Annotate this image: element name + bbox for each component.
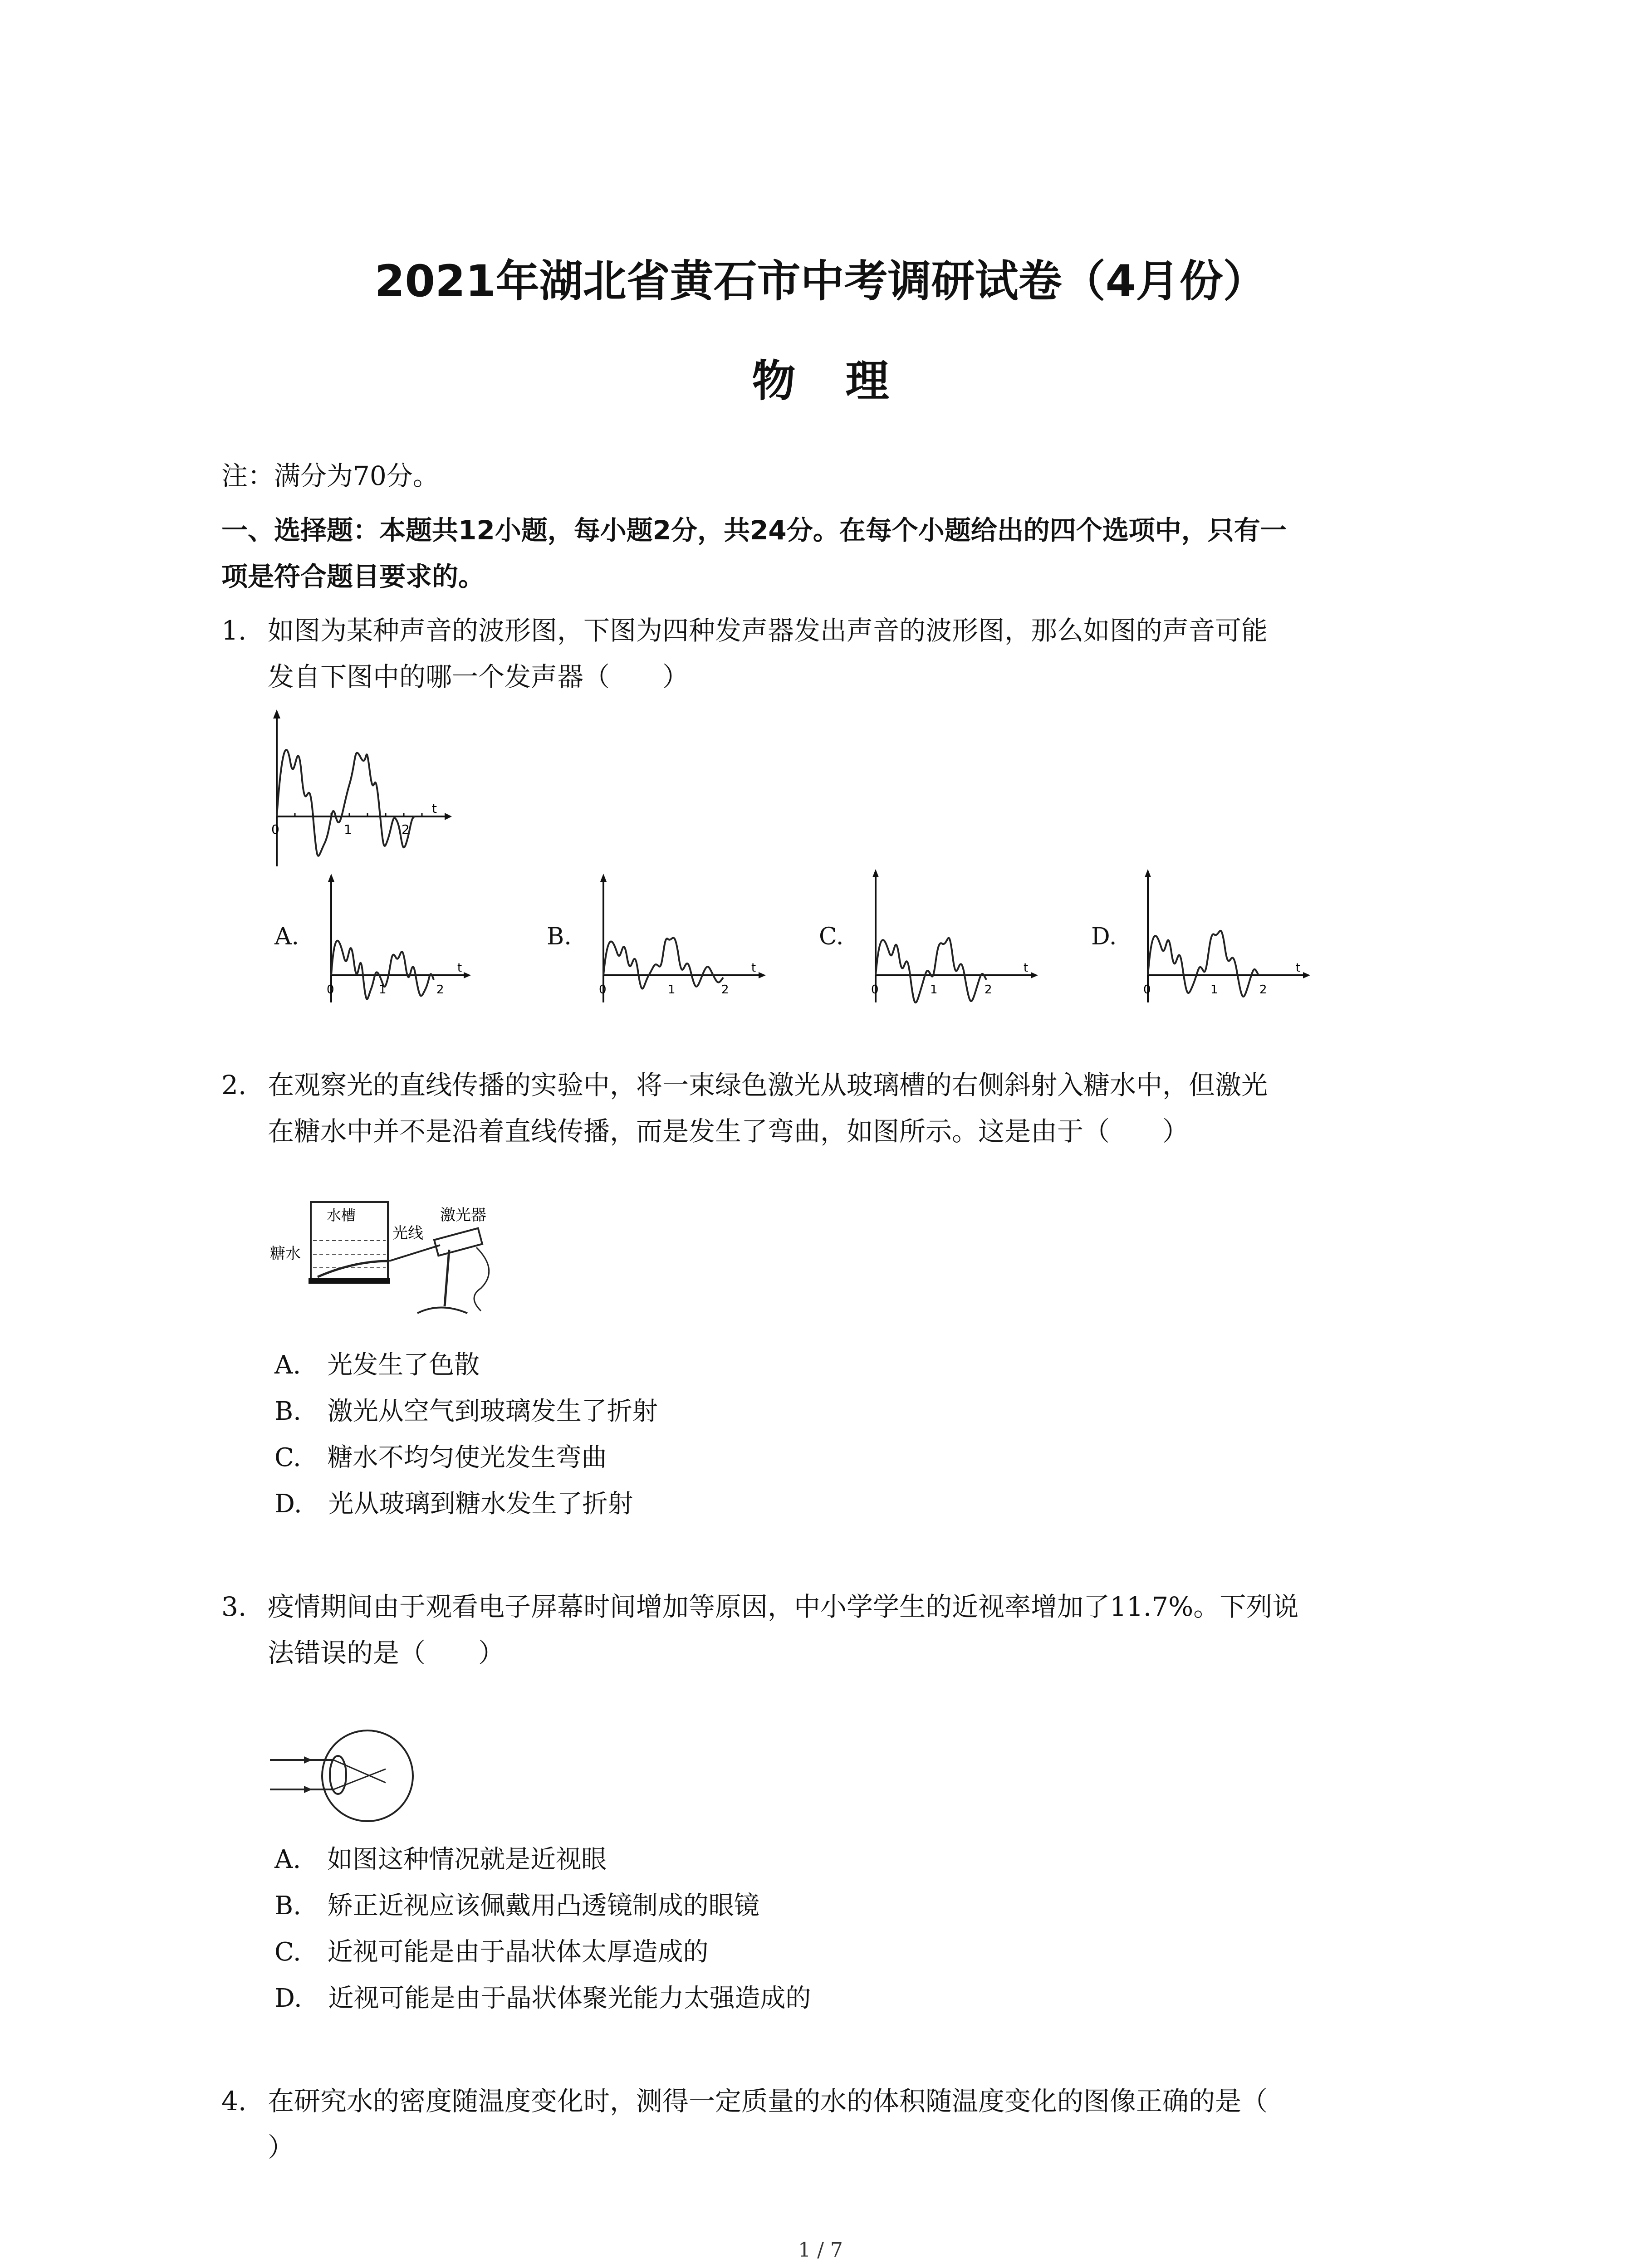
q1-option-a-waveform[interactable] xyxy=(318,871,472,1007)
q3-option-b-label: B. xyxy=(274,1891,301,1921)
q1-axis-t-label: t xyxy=(432,801,437,816)
qb-axis-origin: 0 xyxy=(599,983,607,997)
q2-label-sugar: 糖水 xyxy=(270,1245,301,1263)
qc-axis-tick-1: 1 xyxy=(930,983,938,997)
q3-option-a-label: A. xyxy=(274,1845,301,1874)
qd-axis-t-label: t xyxy=(1296,961,1301,975)
q3-option-c[interactable] xyxy=(274,1936,708,1968)
subject-title: 物理 xyxy=(752,356,939,406)
q3-option-d-label: D. xyxy=(274,1984,302,2013)
q1-option-a-label[interactable]: A. xyxy=(274,923,299,950)
q1-axis-tick-1: 1 xyxy=(344,822,352,837)
q2-label-tank: 水槽 xyxy=(327,1207,356,1224)
q1-axis-origin: 0 xyxy=(271,822,279,837)
q2-option-a-text: 光发生了色散 xyxy=(327,1350,480,1380)
q1-option-d-waveform[interactable] xyxy=(1134,866,1311,1012)
qa-axis-t-label: t xyxy=(457,961,462,975)
question-1-text-line2: 发自下图中的哪一个发声器（ ） xyxy=(268,661,689,692)
q3-option-b-text: 矫正近视应该佩戴用凸透镜制成的眼镜 xyxy=(327,1891,759,1921)
q2-option-b-label: B. xyxy=(274,1397,301,1426)
q1-option-c-waveform[interactable] xyxy=(862,866,1039,1012)
q2-label-light: 光线 xyxy=(392,1224,423,1242)
question-1-text-line1: 如图为某种声音的波形图，下图为四种发声器发出声音的波形图，那么如图的声音可能 xyxy=(268,615,1268,646)
section-heading-line1: 一、选择题：本题共12小题，每小题2分，共24分。在每个小题给出的四个选项中，只有一 xyxy=(221,515,1287,546)
question-3-number: 3. xyxy=(221,1591,247,1622)
q3-option-a-text: 如图这种情况就是近视眼 xyxy=(327,1845,607,1874)
score-note: 注：满分为70分。 xyxy=(221,460,439,491)
qc-axis-origin: 0 xyxy=(871,983,879,997)
q1-axis-tick-2: 2 xyxy=(402,822,410,837)
q1-option-d-label[interactable]: D. xyxy=(1091,923,1117,950)
q2-option-d-text: 光从玻璃到糖水发生了折射 xyxy=(328,1489,633,1519)
q1-option-b-label[interactable]: B. xyxy=(547,923,572,950)
q2-option-d[interactable] xyxy=(274,1488,633,1520)
question-4-number: 4. xyxy=(221,2086,247,2116)
question-2-number: 2. xyxy=(221,1070,247,1100)
section-heading-line2: 项是符合题目要求的。 xyxy=(221,561,485,592)
qb-axis-tick-2: 2 xyxy=(721,983,729,997)
q2-laser-tank-figure xyxy=(268,1198,513,1329)
q2-option-c-text: 糖水不均匀使光发生弯曲 xyxy=(327,1443,607,1472)
q3-option-d-text: 近视可能是由于晶状体聚光能力太强造成的 xyxy=(328,1984,811,2013)
q2-option-c[interactable] xyxy=(274,1442,607,1474)
q2-option-b-text: 激光从空气到玻璃发生了折射 xyxy=(327,1397,658,1426)
q2-option-a[interactable] xyxy=(274,1349,480,1381)
question-3-text-line2: 法错误的是（ ） xyxy=(268,1637,505,1668)
q3-option-b[interactable] xyxy=(274,1890,759,1922)
q1-reference-waveform xyxy=(263,708,454,871)
qb-axis-tick-1: 1 xyxy=(668,983,676,997)
question-4-text-line1: 在研究水的密度随温度变化时，测得一定质量的水的体积随温度变化的图像正确的是（ xyxy=(268,2086,1268,2116)
question-4-text-line2: ） xyxy=(268,2132,294,2163)
q2-option-c-label: C. xyxy=(274,1443,301,1472)
question-2-text-line2: 在糖水中并不是沿着直线传播，而是发生了弯曲，如图所示。这是由于（ ） xyxy=(268,1116,1189,1147)
qd-axis-origin: 0 xyxy=(1143,983,1151,997)
q1-option-c-label[interactable]: C. xyxy=(819,923,844,950)
question-3-text-line1: 疫情期间由于观看电子屏幕时间增加等原因，中小学学生的近视率增加了11.7%。下列说 xyxy=(268,1591,1299,1622)
question-2-text-line1: 在观察光的直线传播的实验中，将一束绿色激光从玻璃槽的右侧斜射入糖水中，但激光 xyxy=(268,1070,1268,1100)
q2-label-laser: 激光器 xyxy=(440,1206,486,1224)
page-number: 1 / 7 xyxy=(798,2239,843,2262)
page-title: 2021年湖北省黄石市中考调研试卷（4月份） xyxy=(374,256,1267,307)
qa-axis-tick-1: 1 xyxy=(379,983,387,997)
q1-option-b-waveform[interactable] xyxy=(590,871,767,1007)
qa-axis-tick-2: 2 xyxy=(436,983,444,997)
qa-axis-origin: 0 xyxy=(327,983,334,997)
q3-option-c-text: 近视可能是由于晶状体太厚造成的 xyxy=(327,1937,709,1967)
q3-option-d[interactable] xyxy=(274,1983,811,2014)
qd-axis-tick-1: 1 xyxy=(1210,983,1218,997)
q3-option-c-label: C. xyxy=(274,1937,301,1967)
q3-eye-diagram xyxy=(265,1721,415,1830)
qb-axis-t-label: t xyxy=(751,961,756,975)
qc-axis-t-label: t xyxy=(1024,961,1029,975)
q3-option-a[interactable] xyxy=(274,1844,607,1876)
q2-option-b[interactable] xyxy=(274,1396,658,1427)
question-1-number: 1. xyxy=(221,615,247,646)
q2-option-d-label: D. xyxy=(274,1489,302,1519)
qc-axis-tick-2: 2 xyxy=(985,983,992,997)
q2-option-a-label: A. xyxy=(274,1350,301,1380)
qd-axis-tick-2: 2 xyxy=(1259,983,1267,997)
